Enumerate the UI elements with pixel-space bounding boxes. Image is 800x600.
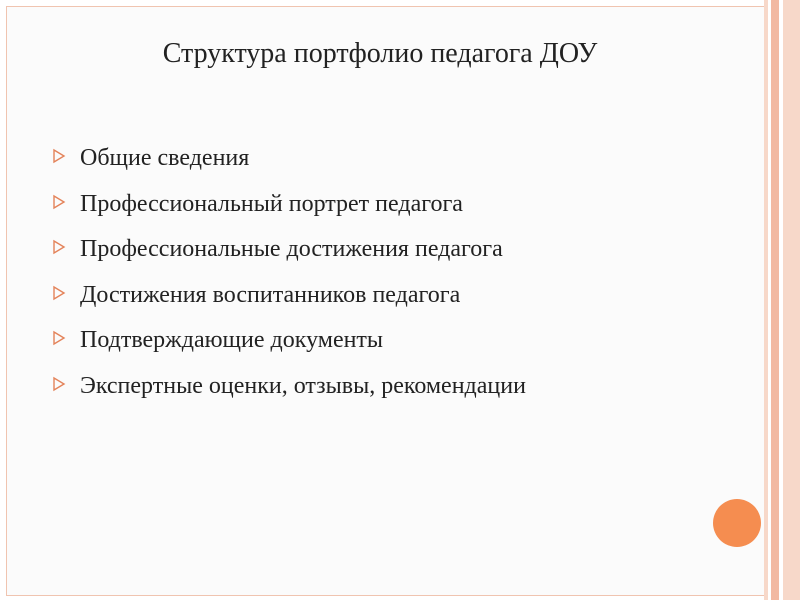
bullet-list (52, 136, 526, 409)
slide-title: Структура портфолио педагога ДОУ (162, 38, 598, 69)
hollow-arrow-bullet-icon (52, 375, 80, 398)
list-item (52, 136, 526, 182)
list-item-text: Достижения воспитанников педагога (80, 281, 461, 308)
list-item (52, 273, 526, 319)
decor-stripe (771, 0, 779, 600)
hollow-arrow-bullet-icon (52, 284, 80, 307)
list-item-text: Экспертные оценки, отзывы, рекомендации (80, 372, 526, 399)
list-item (52, 364, 526, 410)
list-item-text: Профессиональный портрет педагога (80, 190, 463, 217)
hollow-arrow-bullet-icon (52, 147, 80, 170)
list-item (52, 318, 526, 364)
orange-circle-icon (713, 499, 761, 547)
list-item-text: Профессиональные достижения педагога (80, 236, 503, 263)
hollow-arrow-bullet-icon (52, 238, 80, 261)
hollow-arrow-bullet-icon (52, 193, 80, 216)
list-item-text: Подтверждающие документы (80, 327, 384, 354)
decor-stripe (783, 0, 800, 600)
list-item-text: Общие сведения (80, 145, 250, 172)
list-item (52, 182, 526, 228)
list-item (52, 227, 526, 273)
hollow-arrow-bullet-icon (52, 329, 80, 352)
